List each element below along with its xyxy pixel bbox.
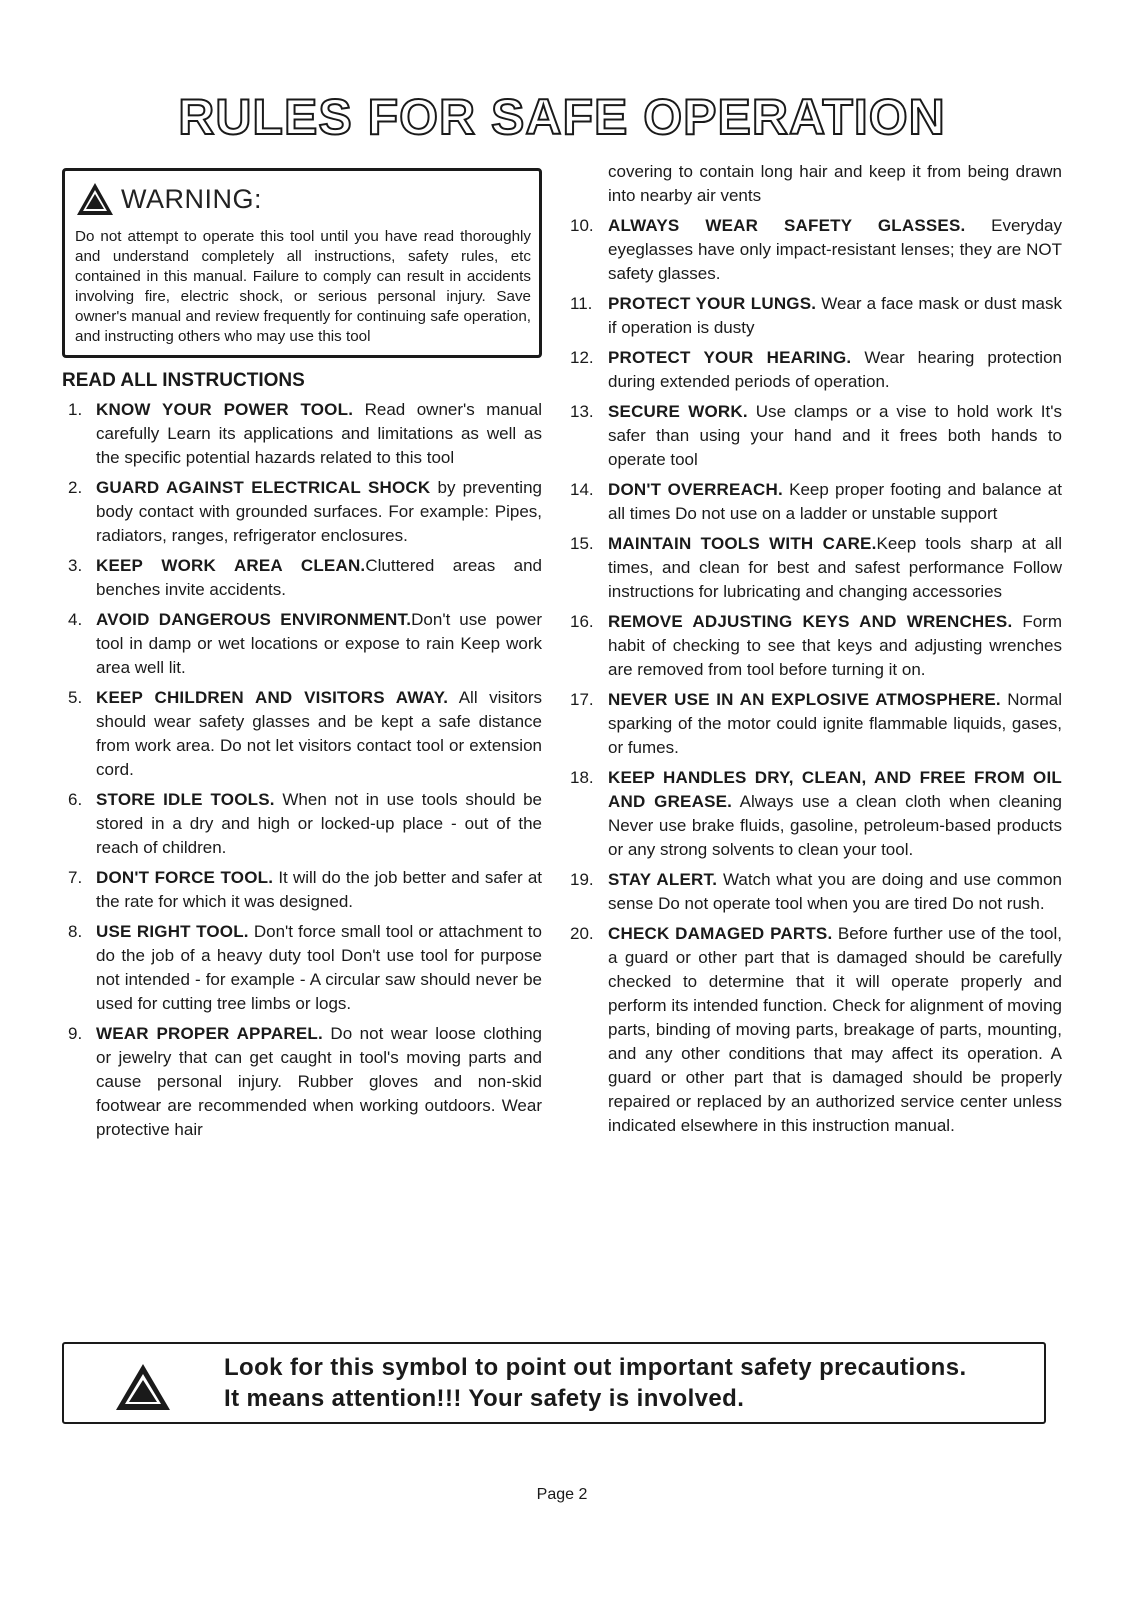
rule-item <box>62 398 542 470</box>
rule-lead: REMOVE ADJUSTING KEYS AND WRENCHES. <box>608 612 1013 631</box>
rule-lead: SECURE WORK. <box>608 402 748 421</box>
rule-text: Wear hearing protection during extended periods of operation. <box>608 348 1062 391</box>
rule-number: 16. <box>570 612 594 631</box>
rule-lead: MAINTAIN TOOLS WITH CARE. <box>608 534 877 553</box>
rule-number: 8. <box>68 922 83 941</box>
rule-item <box>570 346 1062 394</box>
rule-item <box>62 788 542 860</box>
rule-number: 1. <box>68 400 83 419</box>
rule-text: When not in use tools should be stored in a dry and high or locked-up place - out of the reach of children. <box>96 790 542 857</box>
rule-item <box>570 532 1062 604</box>
rule-number: 9. <box>68 1024 83 1043</box>
rule-text: Don't use power tool in damp or wet locations or expose to rain Keep work area well lit. <box>96 610 542 677</box>
rule-text: by preventing body contact with grounded surfaces. For example: Pipes, radiators, ranges, refrigerator enclosures. <box>96 478 542 545</box>
rules-list-left <box>62 398 542 1142</box>
rule-number: 18. <box>570 768 594 787</box>
rule-lead: DON'T OVERREACH. <box>608 480 783 499</box>
rule-item <box>570 766 1062 862</box>
rule-number: 4. <box>68 610 83 629</box>
rule-text: Everyday eyeglasses have only impact-resistant lenses; they are NOT safety glasses. <box>608 216 1062 283</box>
rule-lead: PROTECT YOUR HEARING. <box>608 348 852 367</box>
rule-lead: KEEP WORK AREA CLEAN. <box>96 556 366 575</box>
rule-lead: USE RIGHT TOOL. <box>96 922 249 941</box>
rule-item <box>570 688 1062 760</box>
rule-number: 17. <box>570 690 594 709</box>
rule-lead: KEEP HANDLES DRY, CLEAN, AND FREE FROM OIL AND GREASE. <box>608 768 1062 811</box>
rule-number: 20. <box>570 924 594 943</box>
rule-text: Normal sparking of the motor could ignite flammable liquids, gases, or fumes. <box>608 690 1062 757</box>
rule-number: 3. <box>68 556 83 575</box>
left-column <box>62 160 542 1148</box>
rule-text: Wear a face mask or dust mask if operation is dusty <box>608 294 1062 337</box>
rule-text: Don't force small tool or attachment to do the job of a heavy duty tool Don't use tool for purpose not intended - for example - A circular saw should never be used for cutting tree limbs or logs. <box>96 922 542 1013</box>
rule-number: 11. <box>570 294 593 313</box>
rule-text: Form habit of checking to see that keys and adjusting wrenches are removed from tool before turning it on. <box>608 612 1062 679</box>
rule-lead: KEEP CHILDREN AND VISITORS AWAY. <box>96 688 449 707</box>
rule-lead: CHECK DAMAGED PARTS. <box>608 924 833 943</box>
rule-lead: STORE IDLE TOOLS. <box>96 790 275 809</box>
page-title: RULES FOR SAFE OPERATION <box>178 89 946 145</box>
rule-lead: ALWAYS WEAR SAFETY GLASSES. <box>608 216 966 235</box>
rule-item <box>570 922 1062 1138</box>
rule-number: 12. <box>570 348 594 367</box>
rule-number: 10. <box>570 216 594 235</box>
rule-item <box>62 476 542 548</box>
rule-item <box>62 608 542 680</box>
rule-lead: AVOID DANGEROUS ENVIRONMENT. <box>96 610 412 629</box>
warning-triangle-icon <box>75 181 115 217</box>
rule-item <box>62 1022 542 1142</box>
rule-text: Use clamps or a vise to hold work It's safer than using your hand and it frees both hands to operate tool <box>608 402 1062 469</box>
rule-number: 14. <box>570 480 594 499</box>
rule-text: Cluttered areas and benches invite accidents. <box>96 556 542 599</box>
rule-item <box>570 400 1062 472</box>
safety-notice-line-2: It means attention!!! Your safety is involved. <box>224 1385 745 1412</box>
warning-header <box>75 181 531 217</box>
rule-item <box>570 478 1062 526</box>
safety-symbol-notice <box>62 1342 1046 1424</box>
rule-9-continuation <box>608 160 1062 208</box>
rule-text: All visitors should wear safety glasses and be kept a safe distance from work area. Do not let visitors contact tool or extension cord. <box>96 688 542 779</box>
rule-number: 13. <box>570 402 594 421</box>
rule-text: It will do the job better and safer at the rate for which it was designed. <box>96 868 542 911</box>
rule-lead: PROTECT YOUR LUNGS. <box>608 294 817 313</box>
right-column <box>570 160 1062 1144</box>
page-number: Page 2 <box>536 1486 588 1503</box>
rule-item <box>62 920 542 1016</box>
warning-box <box>62 168 542 358</box>
safety-notice-text <box>224 1352 967 1414</box>
rule-number: 7. <box>68 868 83 887</box>
rule-text: covering to contain long hair and keep it from being drawn into nearby air vents <box>608 162 1062 205</box>
rule-text: Do not wear loose clothing or jewelry that can get caught in tool's moving parts and cause personal injury. Rubber gloves and non-skid footwear are recommended when working outdoors. Wear protective hair <box>96 1024 542 1139</box>
section-heading: READ ALL INSTRUCTIONS <box>62 370 305 391</box>
rule-number: 15. <box>570 534 594 553</box>
rule-item <box>62 866 542 914</box>
warning-title: WARNING: <box>121 183 262 214</box>
rule-item <box>62 554 542 602</box>
rule-lead: NEVER USE IN AN EXPLOSIVE ATMOSPHERE. <box>608 690 1001 709</box>
rule-number: 2. <box>68 478 83 497</box>
rule-item <box>570 292 1062 340</box>
rule-lead: STAY ALERT. <box>608 870 718 889</box>
rule-number: 19. <box>570 870 594 889</box>
rule-item <box>570 868 1062 916</box>
rule-text: Read owner's manual carefully Learn its applications and limitations as well as the specific potential hazards related to this tool <box>96 400 542 467</box>
rule-text: Always use a clean cloth when cleaning Never use brake fluids, gasoline, petroleum-based products or any strong solvents to clean your tool. <box>608 792 1062 859</box>
rule-lead: KNOW YOUR POWER TOOL. <box>96 400 354 419</box>
rule-number: 5. <box>68 688 83 707</box>
rule-lead: GUARD AGAINST ELECTRICAL SHOCK <box>96 478 431 497</box>
warning-text: Do not attempt to operate this tool until you have read thoroughly and understand completely all instructions, safety rules, etc contained in this manual. Failure to comply can result in accidents involving fire, electric shock, or serious personal injury. Save owner's manual and review frequently for continuing safe operation, and instructing others who may use this tool <box>75 228 531 345</box>
rule-lead: DON'T FORCE TOOL. <box>96 868 274 887</box>
rule-text: Keep tools sharp at all times, and clean for best and safest performance Follow instructions for lubricating and changing accessories <box>608 534 1063 601</box>
rule-item <box>570 610 1062 682</box>
rule-text: Watch what you are doing and use common sense Do not operate tool when you are tired Do not rush. <box>608 870 1062 913</box>
rule-text: Before further use of the tool, a guard or other part that is damaged should be carefully checked to determine that it will operate properly and perform its intended function. Check for alignment of moving parts, binding of moving parts, breakage of parts, mounting, and any other conditions that may affect its operation. A guard or other part that is damaged should be properly repaired or replaced by an authorized service center unless indicated elsewhere in this instruction manual. <box>608 924 1062 1135</box>
safety-notice-line-1: Look for this symbol to point out important safety precautions. <box>224 1354 967 1381</box>
rule-item <box>570 214 1062 286</box>
warning-triangle-icon <box>114 1362 172 1412</box>
rule-number: 6. <box>68 790 83 809</box>
rules-list-right <box>570 214 1062 1138</box>
rule-lead: WEAR PROPER APPAREL. <box>96 1024 323 1043</box>
rule-text: Keep proper footing and balance at all times Do not use on a ladder or unstable support <box>608 480 1062 523</box>
rule-item <box>62 686 542 782</box>
